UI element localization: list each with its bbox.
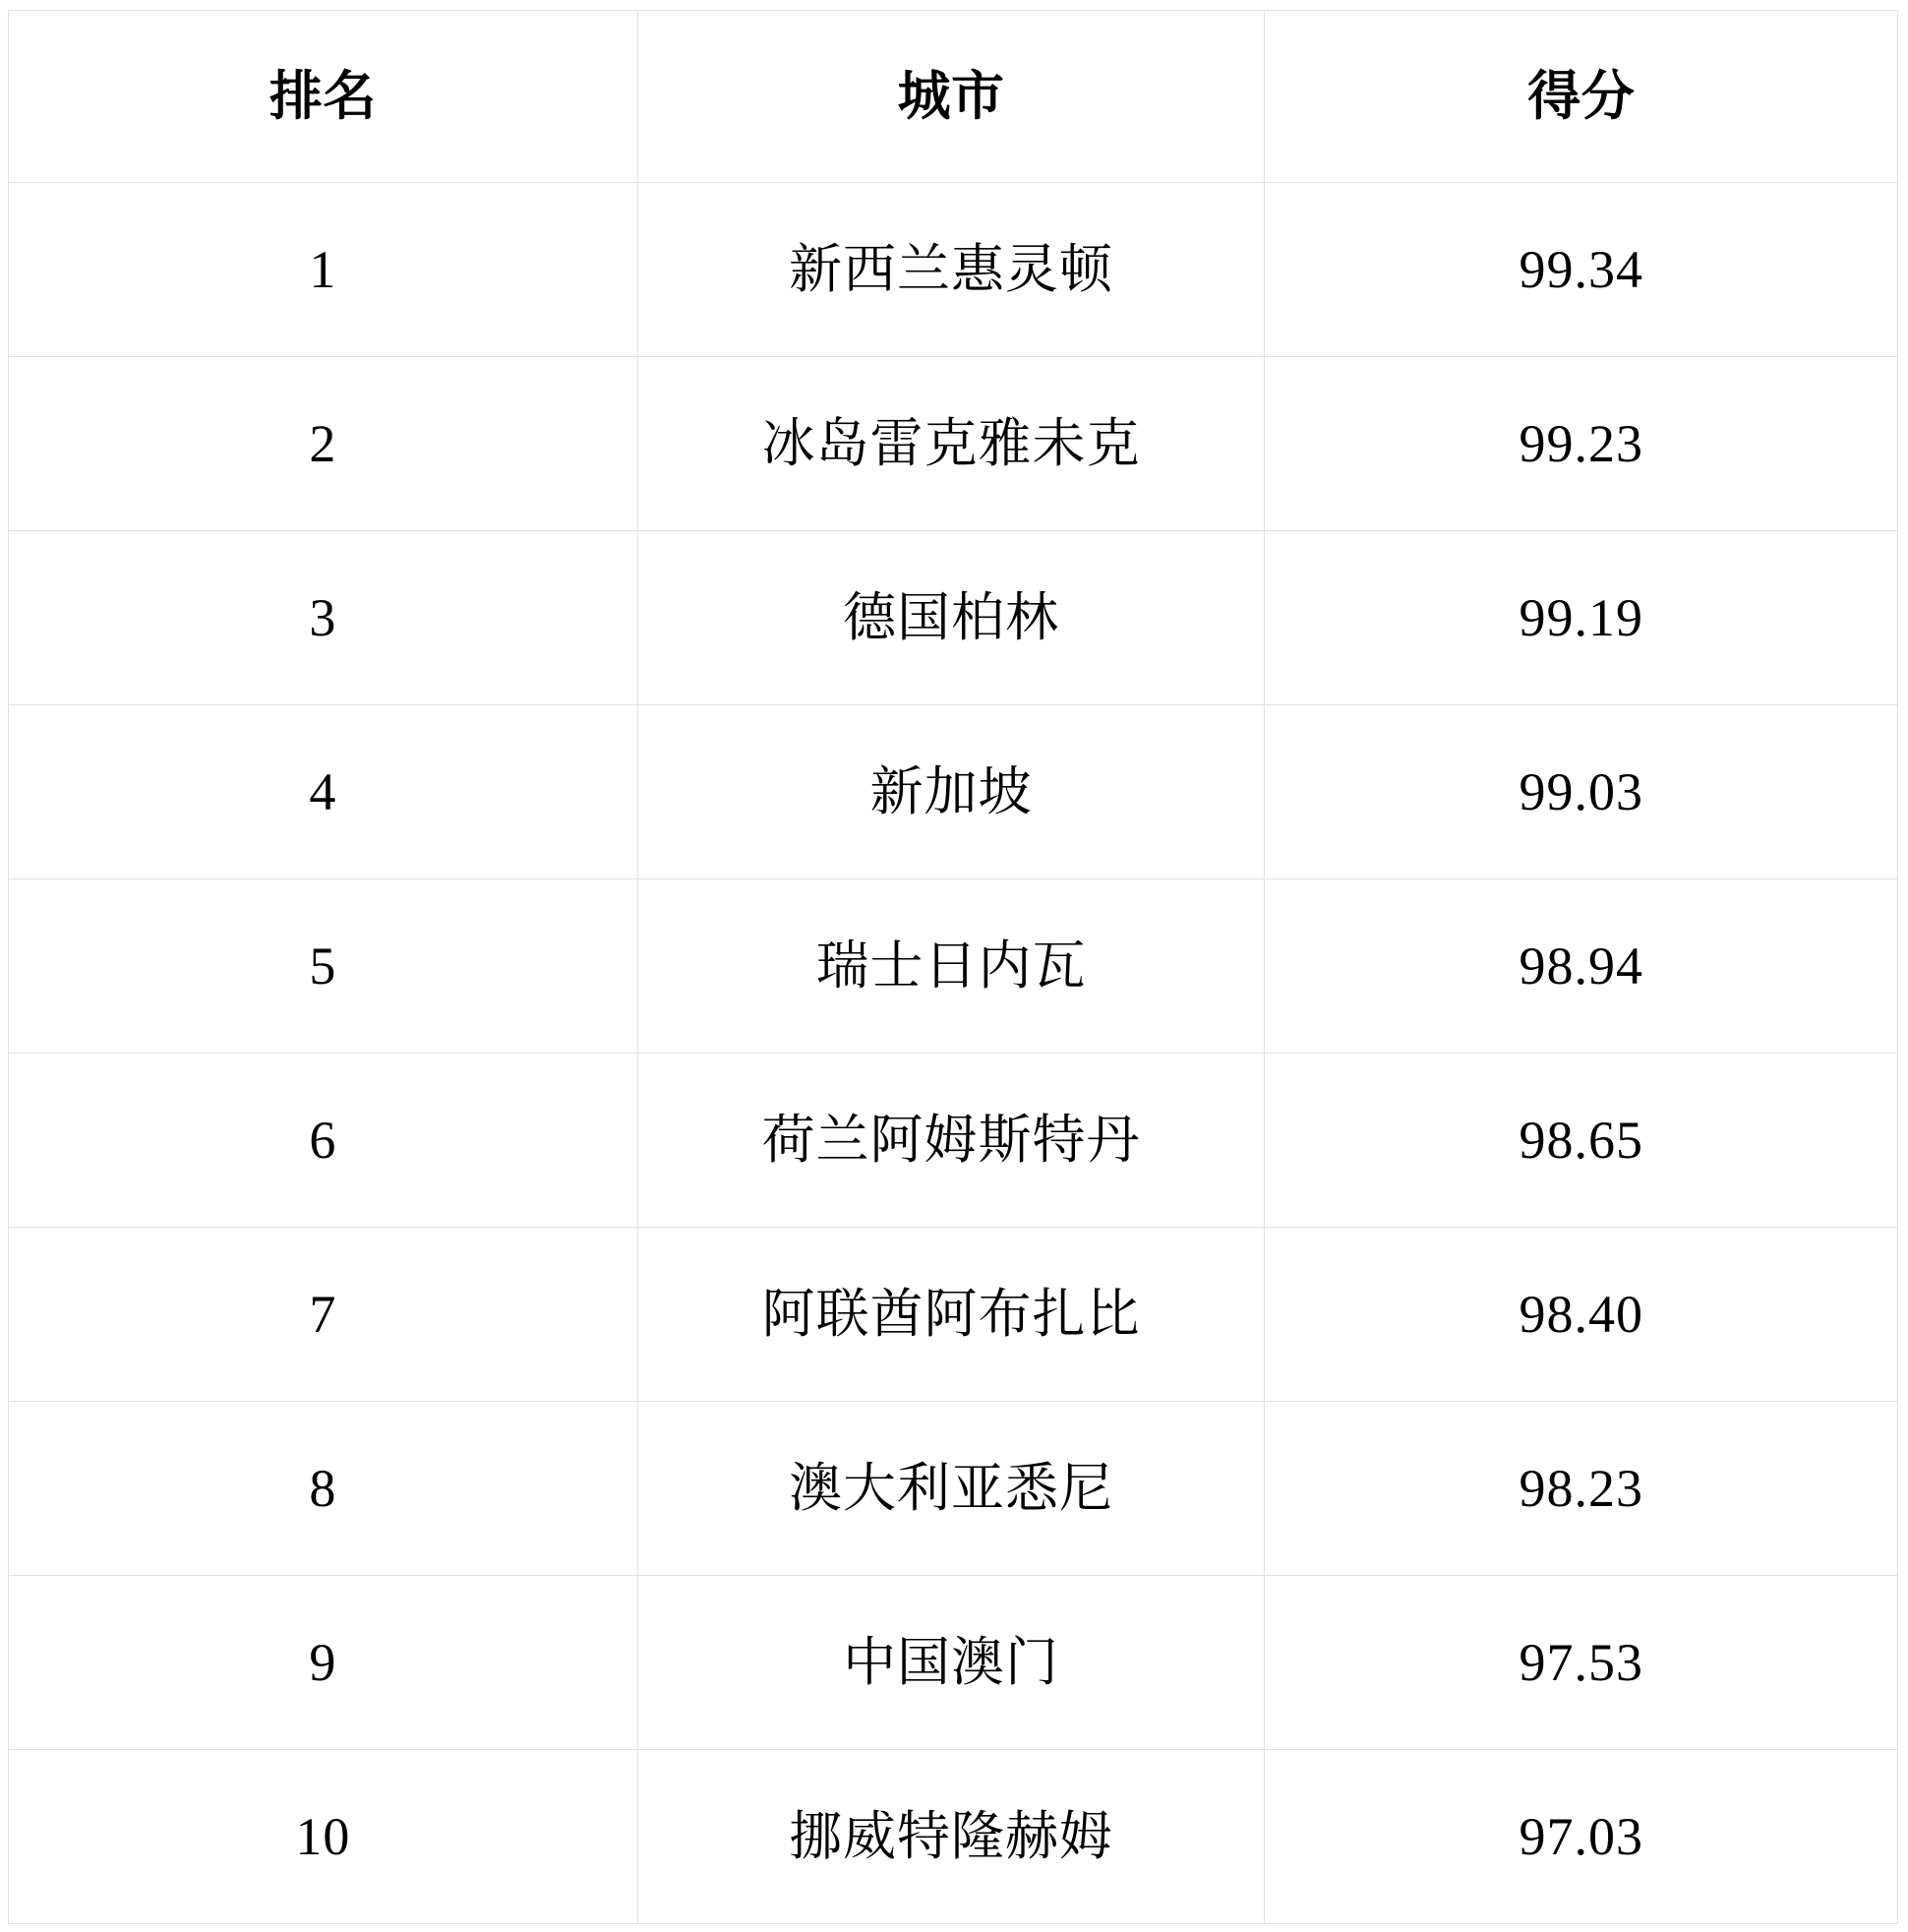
rank-cell: 2 [9, 357, 638, 531]
column-header-rank: 排名 [9, 11, 638, 183]
city-cell: 新西兰惠灵顿 [637, 183, 1265, 357]
score-cell: 97.03 [1265, 1750, 1898, 1924]
rank-cell: 1 [9, 183, 638, 357]
table-row [9, 531, 1898, 705]
table-row [9, 357, 1898, 531]
column-header-score: 得分 [1265, 11, 1898, 183]
table-row [9, 879, 1898, 1054]
city-cell: 新加坡 [637, 705, 1265, 879]
city-cell: 挪威特隆赫姆 [637, 1750, 1265, 1924]
rank-cell: 10 [9, 1750, 638, 1924]
rank-cell: 9 [9, 1576, 638, 1750]
score-cell: 99.23 [1265, 357, 1898, 531]
rank-cell: 3 [9, 531, 638, 705]
table-row [9, 705, 1898, 879]
city-cell: 荷兰阿姆斯特丹 [637, 1054, 1265, 1228]
city-cell: 阿联酋阿布扎比 [637, 1228, 1265, 1402]
rank-cell: 8 [9, 1402, 638, 1576]
score-cell: 98.23 [1265, 1402, 1898, 1576]
table-row [9, 1228, 1898, 1402]
table-row [9, 1576, 1898, 1750]
table-row [9, 183, 1898, 357]
score-cell: 99.19 [1265, 531, 1898, 705]
table-row [9, 1402, 1898, 1576]
ranking-table [8, 10, 1898, 1924]
score-cell: 98.65 [1265, 1054, 1898, 1228]
table-body [9, 183, 1898, 1924]
rank-cell: 4 [9, 705, 638, 879]
table-row [9, 1054, 1898, 1228]
score-cell: 99.34 [1265, 183, 1898, 357]
score-cell: 98.94 [1265, 879, 1898, 1054]
city-cell: 德国柏林 [637, 531, 1265, 705]
rank-cell: 5 [9, 879, 638, 1054]
rank-cell: 7 [9, 1228, 638, 1402]
city-cell: 澳大利亚悉尼 [637, 1402, 1265, 1576]
rank-cell: 6 [9, 1054, 638, 1228]
city-cell: 冰岛雷克雅未克 [637, 357, 1265, 531]
header-row [9, 11, 1898, 183]
city-cell: 瑞士日内瓦 [637, 879, 1265, 1054]
table-header [9, 11, 1898, 183]
score-cell: 99.03 [1265, 705, 1898, 879]
score-cell: 97.53 [1265, 1576, 1898, 1750]
column-header-city: 城市 [637, 11, 1265, 183]
city-cell: 中国澳门 [637, 1576, 1265, 1750]
table-row [9, 1750, 1898, 1924]
score-cell: 98.40 [1265, 1228, 1898, 1402]
